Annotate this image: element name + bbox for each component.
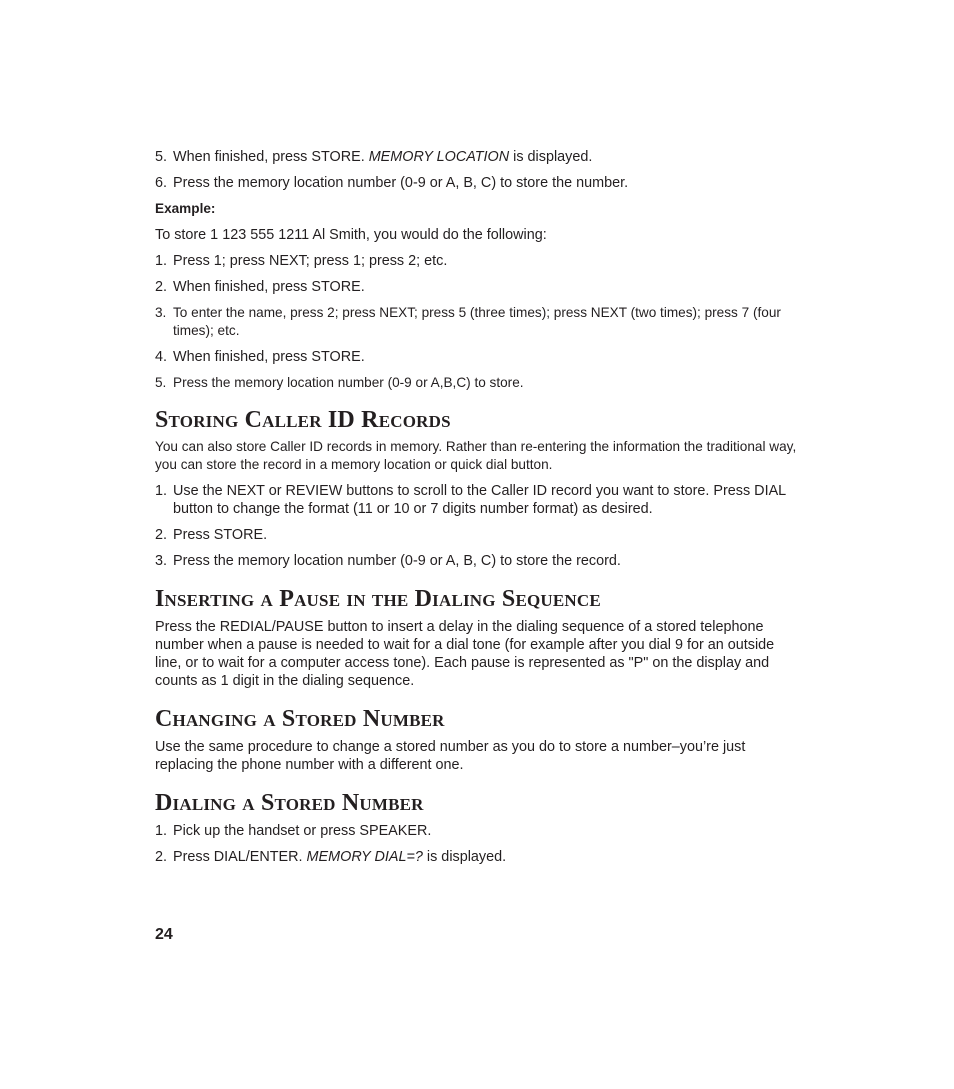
example-intro: To store 1 123 555 1211 Al Smith, you would do the following: [155,227,547,243]
step-text: When finished, press STORE. [173,279,365,295]
step-number: 2. [155,849,168,865]
step-number: 1. [155,483,168,499]
step-number: 1. [155,253,168,269]
list-item [155,252,800,270]
section-body: Use the same procedure to change a stored number as you do to store a number–you’re just replacing the phone number with a different one. [155,739,746,773]
example-label: Example: [155,201,216,216]
page-number: 24 [155,926,173,943]
step-text: When finished, press STORE. [173,349,365,365]
step-text: is displayed. [422,849,507,865]
step-text: Press STORE. [173,527,268,543]
step-number: 5. [155,149,168,165]
step-text: Press 1; press NEXT; press 1; press 2; etc. [173,253,448,269]
list-item [155,526,800,544]
step-text: Use the NEXT or REVIEW buttons to scroll to the Caller ID record you want to store. Press DIAL button to change the format (11 or 10 or 7 digits number format) as desired. [173,483,786,517]
display-message: MEMORY DIAL=? [306,849,423,865]
step-number: 5. [155,375,167,390]
section-heading-storing-caller-id: Storing Caller ID Records [155,407,451,433]
list-item [155,148,800,166]
list-item [155,552,800,570]
section-heading-dialing-stored-number: Dialing a Stored Number [155,790,424,816]
step-text: Press the memory location number (0-9 or A, B, C) to store the record. [173,553,621,569]
list-item [155,374,800,392]
step-number: 6. [155,175,168,191]
list-item [155,304,800,340]
step-text: To enter the name, press 2; press NEXT; press 5 (three times); press NEXT (two times); press 7 (four times); etc. [173,305,781,338]
section-heading-changing-stored-number: Changing a Stored Number [155,706,445,732]
section-intro: You can also store Caller ID records in memory. Rather than re-entering the information the traditional way, you can store the record in a memory location or quick dial button. [155,439,797,472]
step-text: Pick up the handset or press SPEAKER. [173,823,432,839]
list-item [155,822,800,840]
step-number: 2. [155,527,168,543]
step-text: is displayed. [509,149,593,165]
list-item [155,174,800,192]
step-number: 2. [155,279,168,295]
list-item [155,848,800,866]
list-item [155,348,800,366]
step-text: Press the memory location number (0-9 or A,B,C) to store. [173,375,524,390]
step-text: Press the memory location number (0-9 or A, B, C) to store the number. [173,175,629,191]
step-number: 3. [155,305,167,320]
step-text: When finished, press STORE. [173,149,369,165]
list-item [155,482,800,518]
list-item [155,278,800,296]
step-text: Press DIAL/ENTER. [173,849,307,865]
display-message: MEMORY LOCATION [368,149,510,165]
manual-page [155,148,800,866]
step-number: 1. [155,823,168,839]
step-number: 4. [155,349,168,365]
section-body: Press the REDIAL/PAUSE button to insert a delay in the dialing sequence of a stored telephone number when a pause is needed to wait for a dial tone (for example after you dial 9 for an outside line, or to wait for a computer access tone). Each pause is represented as "P" on the display and counts as 1 digit in the dialing sequence. [155,619,775,689]
section-heading-inserting-pause: Inserting a Pause in the Dialing Sequence [155,586,601,612]
step-number: 3. [155,553,168,569]
